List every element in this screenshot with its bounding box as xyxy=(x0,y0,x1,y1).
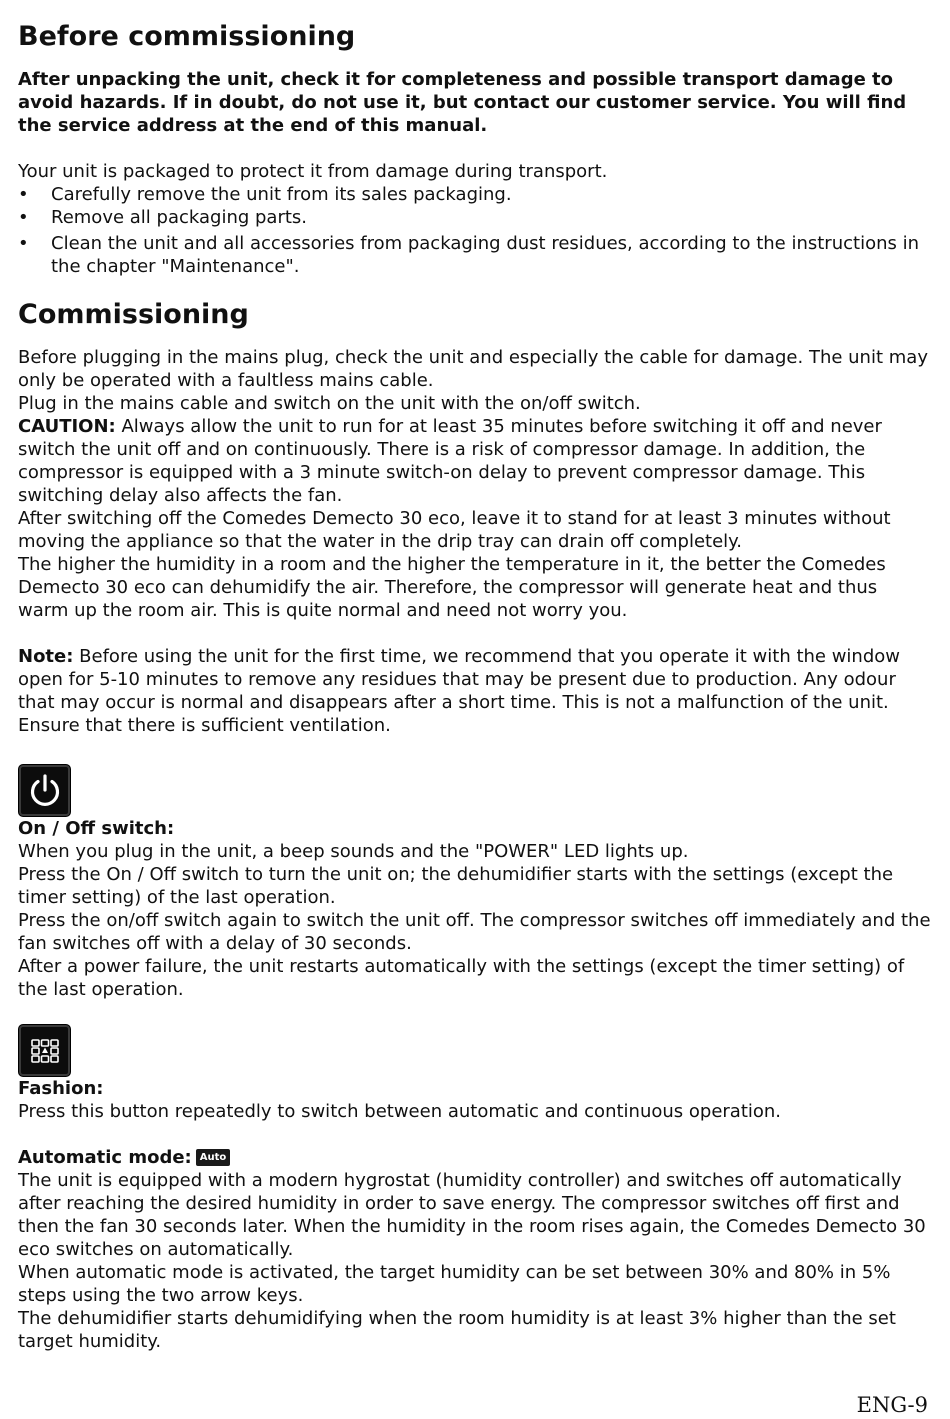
list-item: • Clean the unit and all accessories from packaging dust residues, according to the instructions in the chapter "Maintenance". xyxy=(18,232,932,278)
list-item: • Remove all packaging parts. xyxy=(18,206,932,229)
onoff-heading: On / Off switch: xyxy=(18,818,175,839)
caution-paragraph xyxy=(18,415,932,507)
unpacking-warning: After unpacking the unit, check it for completeness and possible transport damage to avoid hazards. If in doubt, do not use it, but contact our customer service. You will find the service address at the end of this manual. xyxy=(18,69,907,136)
heading-before-commissioning: Before commissioning xyxy=(18,21,356,52)
manual-page xyxy=(18,18,932,1353)
note-text: Before using the unit for the first time, we recommend that you operate it with the window open for 5-10 minutes to remove any residues that may be present due to production. Any odour that may occur is normal and disappears after a short time. This is not a malfunction of the unit. Ensure that there is sufficient ventilation. xyxy=(18,646,901,736)
onoff-p3: Press the on/off switch again to switch the unit off. The compressor switches off immediately and the fan switches off with a delay of 30 seconds. xyxy=(18,910,931,954)
commissioning-p2: Plug in the mains cable and switch on the unit with the on/off switch. xyxy=(18,393,641,414)
auto-badge-icon: Auto xyxy=(196,1149,231,1166)
automatic-heading: Automatic mode: xyxy=(18,1147,192,1168)
page-number: ENG-9 xyxy=(856,1393,928,1417)
unpacking-list xyxy=(18,183,932,278)
power-icon xyxy=(18,764,71,817)
automatic-p3: The dehumidifier starts dehumidifying when the room humidity is at least 3% higher than the set target humidity. xyxy=(18,1308,896,1352)
automatic-p2: When automatic mode is activated, the target humidity can be set between 30% and 80% in 5% steps using the two arrow keys. xyxy=(18,1262,891,1306)
packaging-text: Your unit is packaged to protect it from damage during transport. xyxy=(18,161,608,182)
onoff-p2: Press the On / Off switch to turn the unit on; the dehumidifier starts with the settings (except the timer setting) of the last operation. xyxy=(18,864,894,908)
fashion-p1: Press this button repeatedly to switch between automatic and continuous operation. xyxy=(18,1101,782,1122)
note-paragraph xyxy=(18,645,932,737)
commissioning-p4: The higher the humidity in a room and the higher the temperature in it, the better the Comedes Demecto 30 eco can dehumidify the air. Therefore, the compressor will generate heat and thus warm up the room air. This is quite normal and need not worry you. xyxy=(18,554,886,621)
automatic-heading-line xyxy=(18,1146,932,1169)
mode-grid-icon xyxy=(18,1024,71,1077)
caution-text: Always allow the unit to run for at least 35 minutes before switching it off and never switch the unit off and on continuously. There is a risk of compressor damage. In addition, the compressor is equipped with a 3 minute switch-on delay to prevent compressor damage. This switching delay also affects the fan. xyxy=(18,416,882,506)
caution-label: CAUTION: xyxy=(18,416,116,437)
onoff-p1: When you plug in the unit, a beep sounds and the "POWER" LED lights up. xyxy=(18,841,689,862)
heading-commissioning: Commissioning xyxy=(18,299,249,330)
automatic-p1: The unit is equipped with a modern hygrostat (humidity controller) and switches off automatically after reaching the desired humidity in order to save energy. The compressor switches off first and then the fan 30 seconds later. When the humidity in the room rises again, the Comedes Demecto 30 eco switches on automatically. xyxy=(18,1170,926,1260)
fashion-heading: Fashion: xyxy=(18,1078,104,1099)
note-label: Note: xyxy=(18,646,74,667)
commissioning-p3: After switching off the Comedes Demecto 30 eco, leave it to stand for at least 3 minutes without moving the appliance so that the water in the drip tray can drain off completely. xyxy=(18,508,891,552)
list-item: • Carefully remove the unit from its sales packaging. xyxy=(18,183,932,206)
commissioning-p1: Before plugging in the mains plug, check the unit and especially the cable for damage. The unit may only be operated with a faultless mains cable. xyxy=(18,347,928,391)
onoff-p4: After a power failure, the unit restarts automatically with the settings (except the timer setting) of the last operation. xyxy=(18,956,905,1000)
